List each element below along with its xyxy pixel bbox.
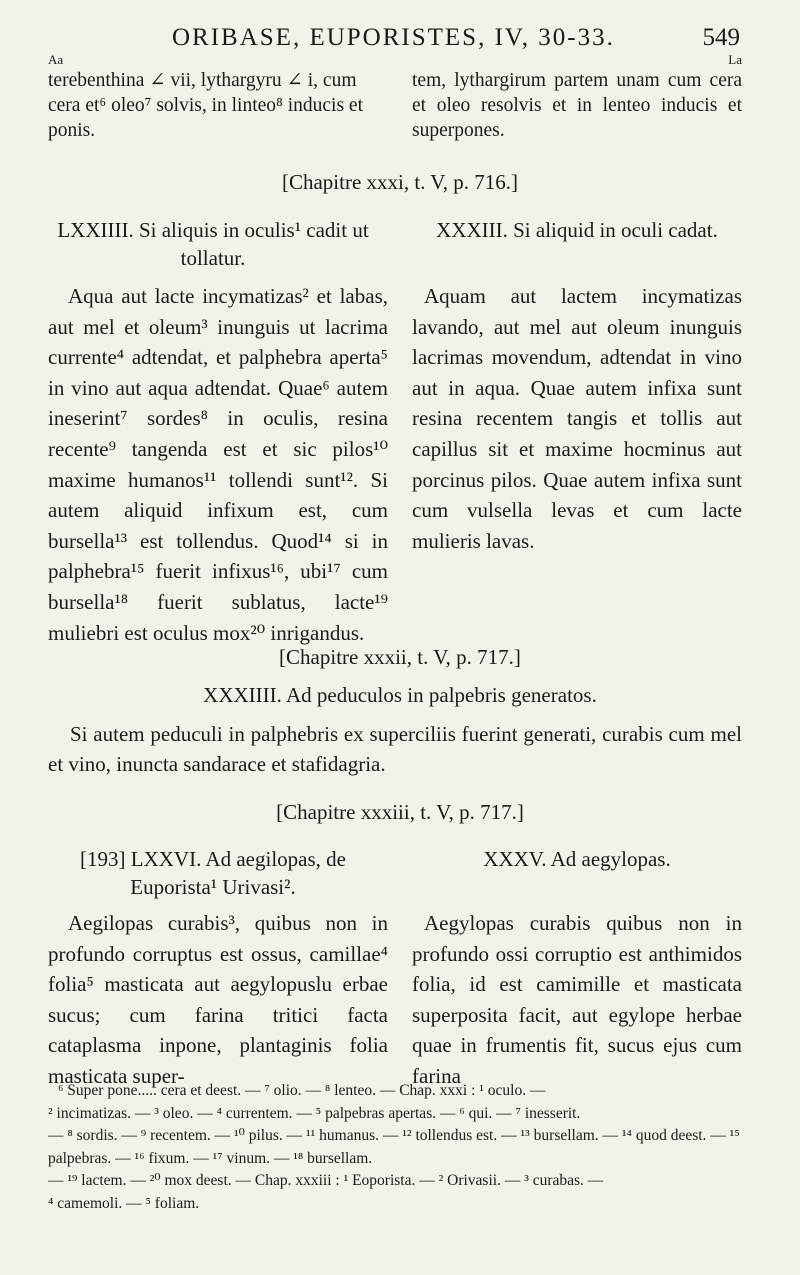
footnote-line: ² incimatizas. — ³ oleo. — ⁴ currentem. — ⁵ palpebras apertas. — ⁶ qui. — ⁷ inesserit.: [48, 1104, 581, 1122]
chapter-32-reference: [Chapitre xxxii, t. V, p. 717.]: [279, 645, 521, 669]
chapter-33-left-text: Aegilopas curabis³, quibus non in profundo corruptus est ossus, camillae⁴ folia⁵ masticata aut aegylopuslu erbae sucus; cum farina tritici facta cataplasma inpone, plantaginis folia masticata super-: [48, 911, 388, 1088]
chapter-33-right-heading: XXXV. Ad aegylopas.: [483, 847, 671, 871]
chapter-33-reference: [Chapitre xxxiii, t. V, p. 717.]: [276, 800, 524, 824]
chapter-31-right-heading: XXXIII. Si aliquid in oculi cadat.: [436, 218, 718, 242]
intro-right-text: tem, lythargirum partem unam cum cera et oleo resolvis et in lenteo inducis et superpones.: [412, 70, 742, 141]
footnote-line: — ⁸ sordis. — ⁹ recentem. — ¹⁰ pilus. — ¹¹ humanus. — ¹² tollendus est. — ¹³ bursellam. — ¹⁴ quod deest. — ¹⁵ palpebras. — ¹⁶ fixum. — ¹⁷ vinum. — ¹⁸ bursellam.: [48, 1127, 740, 1167]
signature-right: La: [728, 52, 742, 67]
signature-left: Aa: [48, 52, 64, 67]
chapter-31-left-heading: LXXIIII. Si aliquis in oculis¹ cadit ut tollatur.: [57, 218, 369, 270]
running-header: [172, 24, 740, 58]
chapter-32-text: Si autem peduculi in palphebris ex superciliis fuerint generati, curabis cum mel et vino, inuncta sandarace et stafidagria.: [48, 722, 742, 776]
chapter-32-heading: XXXIIII. Ad peduculos in palpebris generatos.: [203, 683, 597, 707]
chapter-31-reference: [Chapitre xxxi, t. V, p. 716.]: [281, 170, 519, 194]
chapter-31-right-text: Aquam aut lactem incymatizas lavando, aut mel aut oleum inunguis lacrimas movendum, adtendat in vino aut in aqua. Quae autem infixa sunt resina recentem tangis et tollis aut capillus sit et maxime hocminus aut porcinus pilos. Quae autem infixa sunt cum vulsella levas et cum lacte mulieris lavas.: [412, 284, 742, 553]
footnote-line: ⁴ camemoli. — ⁵ foliam.: [48, 1194, 200, 1212]
footnote-line: ⁶ Super pone..... cera et deest. — ⁷ olio. — ⁸ lenteo. — Chap. xxxi : ¹ oculo. —: [58, 1082, 546, 1099]
running-title: ORIBASE, EUPORISTES, IV, 30-33.: [172, 24, 615, 51]
chapter-33-right-text: Aegylopas curabis quibus non in profundo ossi corruptio est anthimidos folia, id est camimille et masticata superposita facit, aut egylope herbae quae in frumentis fit, sucus ejus cum farina: [412, 911, 742, 1088]
intro-left-text: terebenthina ∠ vii, lythargyru ∠ i, cum cera et⁶ oleo⁷ solvis, in linteo⁸ inducis et ponis.: [48, 70, 363, 141]
chapter-33-left-heading: [193] LXXVI. Ad aegilopas, de Euporista¹ Urivasi².: [80, 847, 346, 899]
footnotes: [48, 1080, 748, 1215]
footnote-line: — ¹⁹ lactem. — ²⁰ mox deest. — Chap. xxxiii : ¹ Eoporista. — ² Orivasii. — ³ curabas. —: [48, 1172, 604, 1189]
page-number: 549: [702, 24, 740, 51]
chapter-31-left-text: Aqua aut lacte incymatizas² et labas, aut mel et oleum³ inunguis ut lacrima currente⁴ adtendat, et palphebra aperta⁵ in vino aut aqua adtendat. Quae⁶ autem ineserint⁷ sordes⁸ in oculis, resina recente⁹ tangenda est et sic pilos¹⁰ maxime humanos¹¹ tollendi sunt¹². Si autem aliquid infixum est, cum bursella¹³ est tollendus. Quod¹⁴ si in palphebra¹⁵ fuerit infixus¹⁶, ubi¹⁷ cum bursella¹⁸ fuerit sublatus, lacte¹⁹ muliebri est oculus mox²⁰ inrigandus.: [48, 284, 388, 645]
